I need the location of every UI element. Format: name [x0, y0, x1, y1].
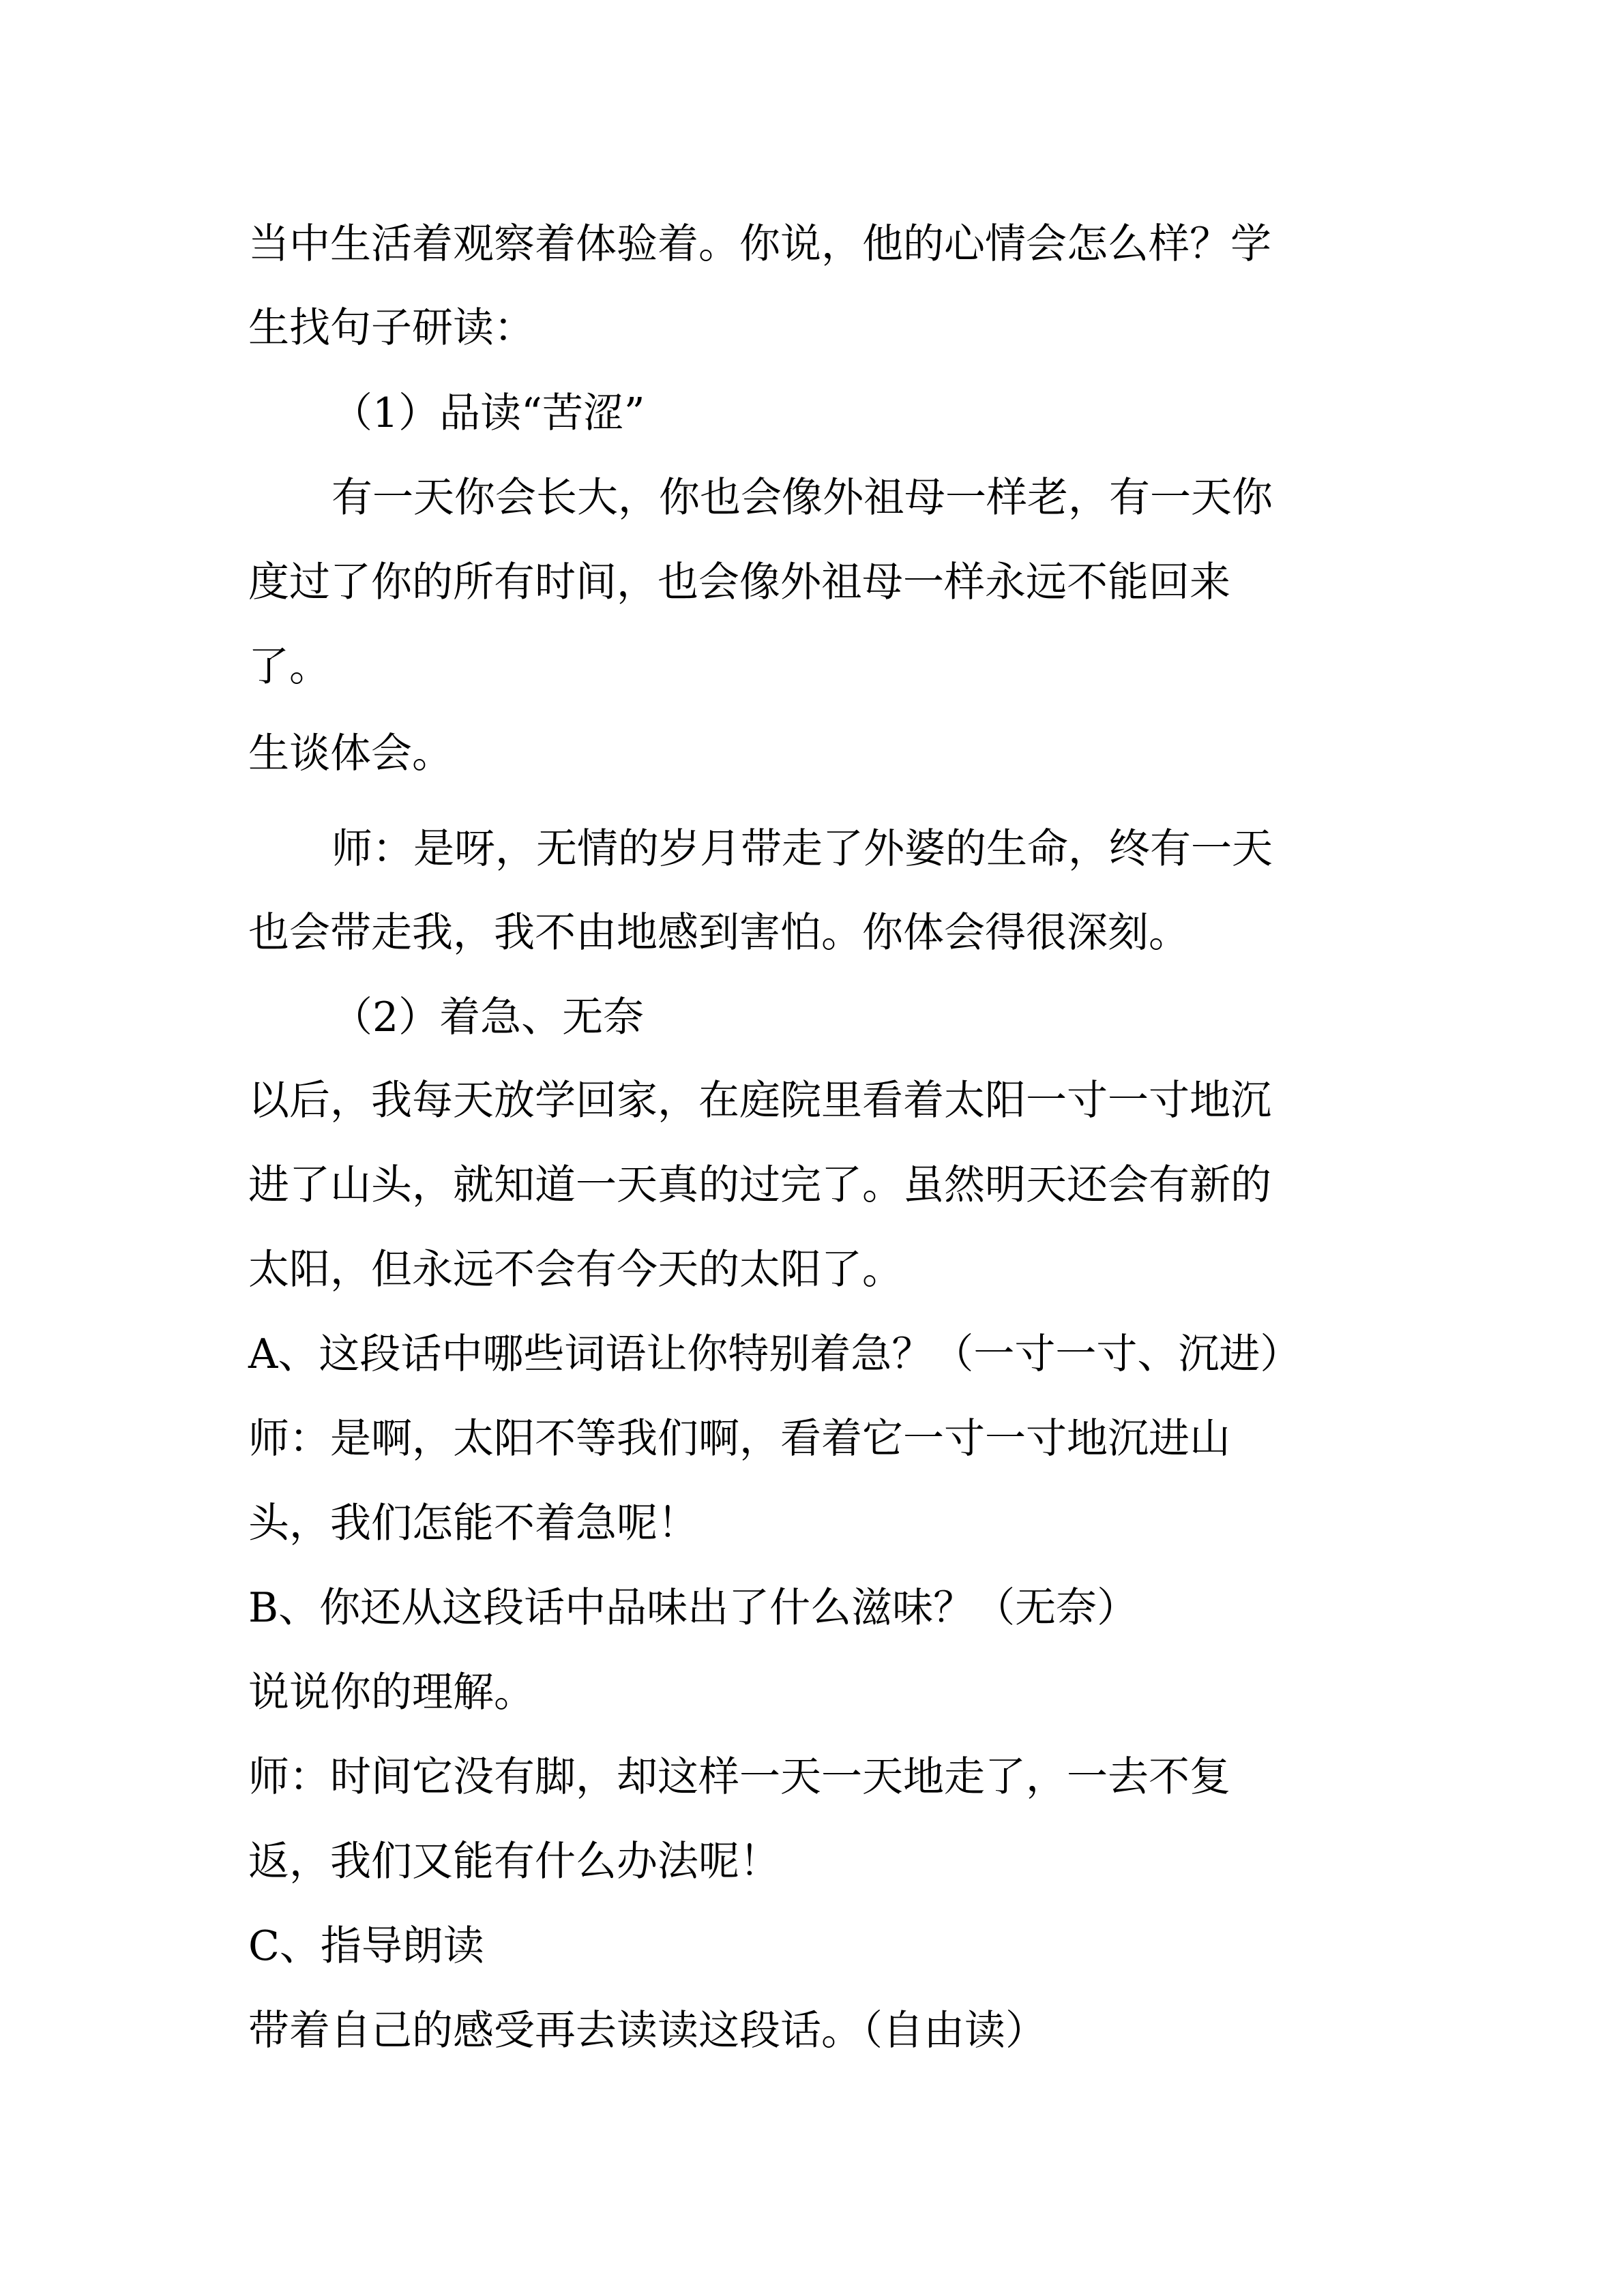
text-line: B、你还从这段话中品味出了什么滋味？（无奈）	[248, 1584, 1138, 1632]
section-heading: （2）着急、无奈	[331, 994, 645, 1041]
text-line: 度过了你的所有时间，也会像外祖母一样永远不能回来	[248, 558, 1230, 606]
text-line: 返，我们又能有什么办法呢！	[248, 1838, 780, 1885]
text-line: 以后，我每天放学回家，在庭院里看着太阳一寸一寸地沉	[248, 1077, 1271, 1124]
text-line: C、指导朗读	[248, 1922, 484, 1970]
text-line: 生找句子研读：	[248, 304, 535, 352]
text-line: 太阳，但永远不会有今天的太阳了。	[248, 1246, 903, 1294]
text-line: 师：时间它没有脚，却这样一天一天地走了，一去不复	[248, 1753, 1230, 1801]
text-line: 头，我们怎能不着急呢！	[248, 1500, 698, 1547]
text-line: 有一天你会长大，你也会像外祖母一样老，有一天你	[331, 474, 1273, 522]
text-line: 生谈体会。	[248, 730, 453, 777]
text-line: 师：是啊，太阳不等我们啊，看着它一寸一寸地沉进山	[248, 1415, 1230, 1463]
section-heading: （1）品读“苦涩”	[331, 389, 645, 437]
text-line: A、这段话中哪些词语让你特别着急？（一寸一寸、沉进）	[248, 1330, 1301, 1378]
text-line: 也会带走我，我不由地感到害怕。你体会得很深刻。	[248, 909, 1190, 957]
text-line: 带着自己的感受再去读读这段话。（自由读）	[248, 2007, 1046, 2055]
text-line: 进了山头，就知道一天真的过完了。虽然明天还会有新的	[248, 1161, 1271, 1209]
text-line: 了。	[248, 643, 330, 691]
text-line: 当中生活着观察着体验着。你说，他的心情会怎么样？学	[248, 220, 1271, 268]
text-line: 师：是呀，无情的岁月带走了外婆的生命，终有一天	[331, 825, 1273, 873]
text-line: 说说你的理解。	[248, 1669, 535, 1716]
